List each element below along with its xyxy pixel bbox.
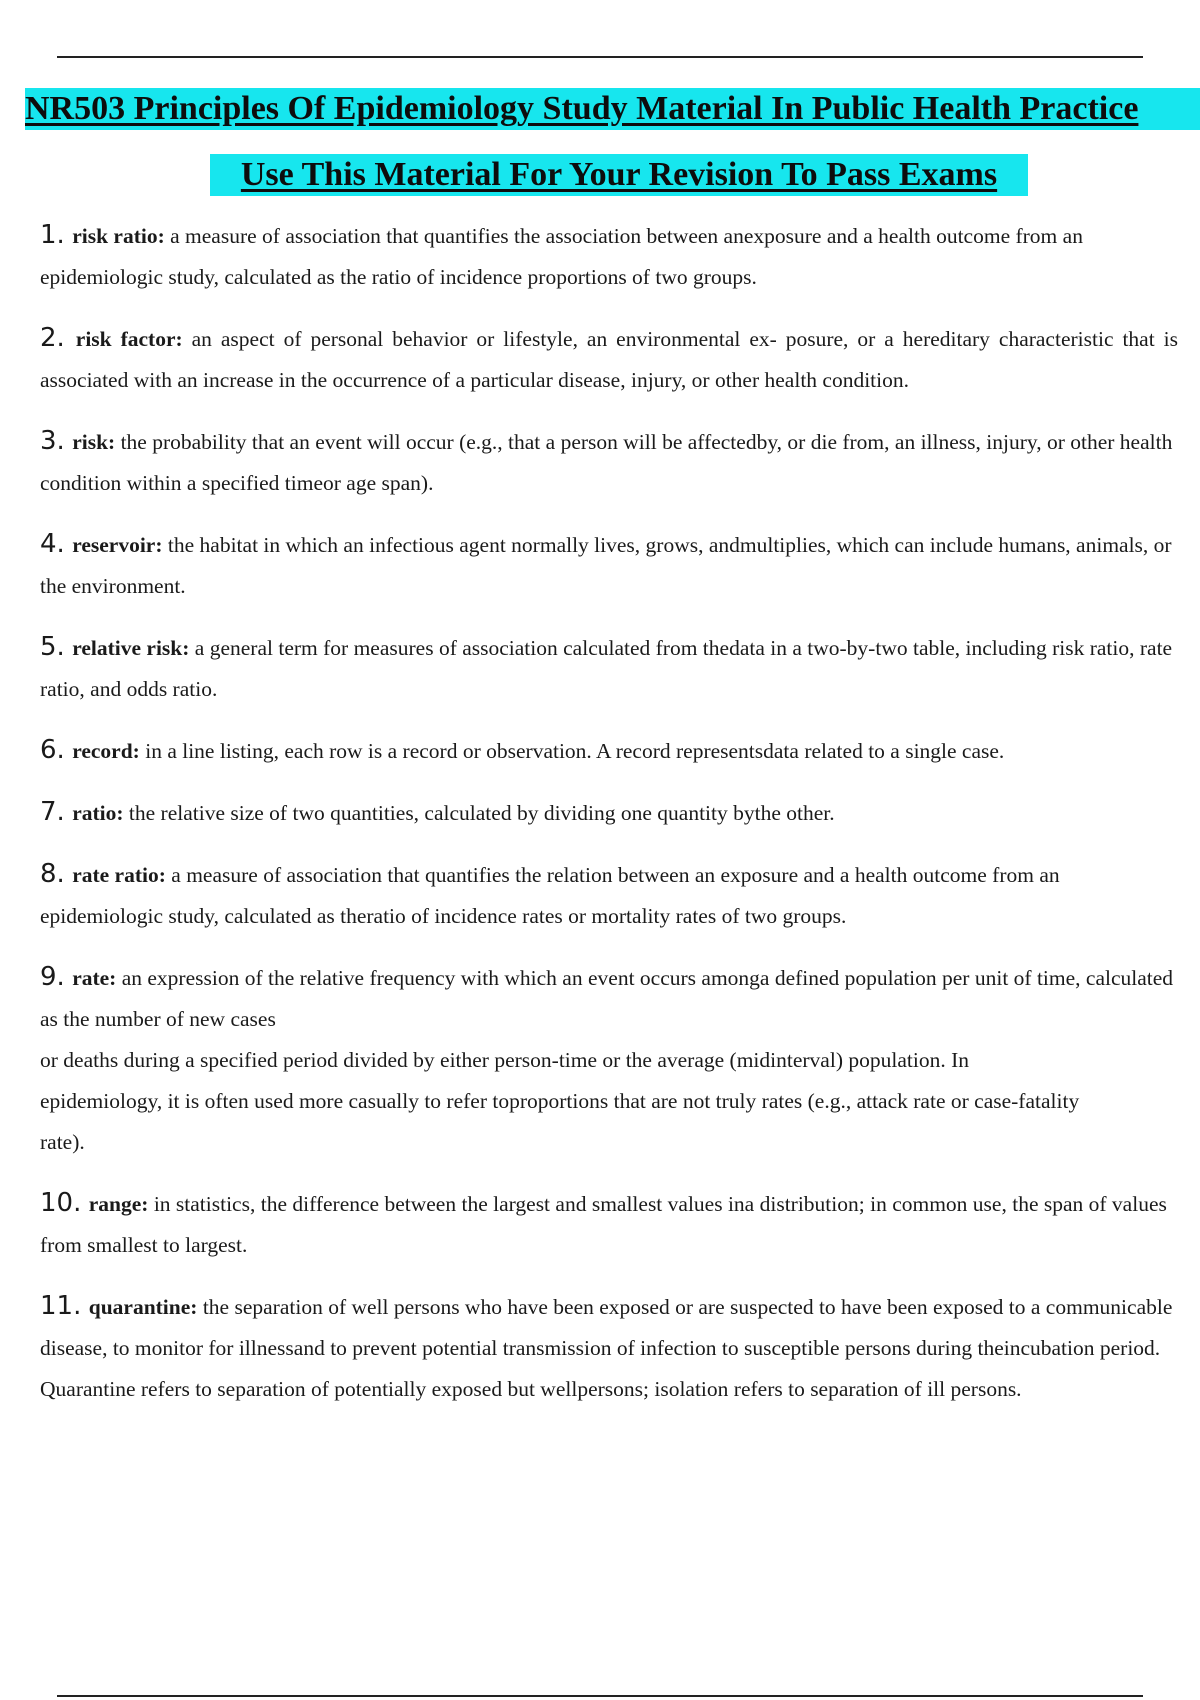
entry-term: risk factor:: [75, 327, 183, 351]
entry-term: reservoir:: [72, 533, 163, 557]
glossary-entry: [40, 524, 1178, 607]
entry-number: 8.: [40, 859, 65, 889]
entry-term: rate:: [72, 966, 117, 990]
entry-definition-continued: rate).: [40, 1130, 85, 1154]
entry-number: 10.: [40, 1188, 82, 1218]
entry-definition: the habitat in which an infectious agent normally lives, grows, andmultiplies, which can include humans, animals, or the environment.: [40, 533, 1172, 598]
entry-term: risk:: [72, 430, 116, 454]
glossary-entry: [40, 854, 1178, 937]
entry-term: risk ratio:: [72, 224, 165, 248]
glossary-entry: [40, 215, 1178, 298]
glossary-entry: [40, 730, 1178, 772]
entry-number: 1.: [40, 220, 65, 250]
entry-definition: an expression of the relative frequency with which an event occurs amonga defined population per unit of time, calculated as the number of new cases: [40, 966, 1174, 1031]
entry-term: rate ratio:: [72, 863, 166, 887]
glossary-entry: [40, 421, 1178, 504]
glossary-entry: [40, 957, 1178, 1163]
bottom-rule: [57, 1695, 1143, 1697]
entry-number: 9.: [40, 962, 65, 992]
entry-definition: the probability that an event will occur (e.g., that a person will be affectedby, or die from, an illness, injury, or other health condition within a specified timeor age span).: [40, 430, 1173, 495]
entry-definition: in a line listing, each row is a record or observation. A record representsdata related to a single case.: [145, 739, 1005, 763]
entry-definition-continued: epidemiology, it is often used more casually to refer toproportions that are not truly rates (e.g., attack rate or case-fatality: [40, 1089, 1080, 1113]
document-title: NR503 Principles Of Epidemiology Study Material In Public Health Practice: [25, 88, 1200, 130]
entry-definition-continued: or deaths during a specified period divided by either person-time or the average (midinterval) population. In: [40, 1048, 969, 1072]
entry-definition: in statistics, the difference between the largest and smallest values ina distribution; in common use, the span of values from smallest to largest.: [40, 1192, 1167, 1257]
glossary-entry: [40, 627, 1178, 710]
entry-term: ratio:: [72, 801, 124, 825]
entry-definition: the separation of well persons who have been exposed or are suspected to have been exposed to a communicable disease, to monitor for illnessand to prevent potential transmission of infection to susceptible persons during theincubation period. Quarantine refers to separation of potentially exposed but wellpersons; isolation refers to separation of ill persons.: [40, 1295, 1173, 1401]
glossary-list: [40, 215, 1178, 1430]
entry-number: 5.: [40, 632, 65, 662]
entry-term: quarantine:: [88, 1295, 198, 1319]
entry-definition: a measure of association that quantifies the association between anexposure and a health outcome from an epidemiologic study, calculated as the ratio of incidence proportions of two groups.: [40, 224, 1083, 289]
entry-number: 3.: [40, 426, 65, 456]
glossary-entry: [40, 1286, 1178, 1410]
entry-number: 4.: [40, 529, 65, 559]
glossary-entry: [40, 792, 1178, 834]
entry-number: 7.: [40, 797, 65, 827]
entry-number: 11.: [40, 1291, 82, 1321]
entry-definition: the relative size of two quantities, calculated by dividing one quantity bythe other.: [128, 801, 835, 825]
entry-definition: a measure of association that quantifies the relation between an exposure and a health outcome from an epidemiologic study, calculated as theratio of incidence rates or mortality rates of two groups.: [40, 863, 1060, 928]
entry-term: relative risk:: [72, 636, 190, 660]
entry-term: range:: [88, 1192, 149, 1216]
entry-number: 2.: [40, 323, 65, 353]
document-subtitle: Use This Material For Your Revision To Pass Exams: [210, 154, 1028, 196]
glossary-entry: [40, 1183, 1178, 1266]
entry-number: 6.: [40, 735, 65, 765]
entry-definition: an aspect of personal behavior or lifestyle, an environmental ex- posure, or a hereditary characteristic that is associated with an increase in the occurrence of a particular disease, injury, or other health condition.: [40, 327, 1178, 392]
entry-term: record:: [72, 739, 140, 763]
top-rule: [57, 56, 1143, 58]
entry-definition: a general term for measures of association calculated from thedata in a two-by-two table, including risk ratio, rate ratio, and odds ratio.: [40, 636, 1173, 701]
glossary-entry: [40, 318, 1178, 401]
